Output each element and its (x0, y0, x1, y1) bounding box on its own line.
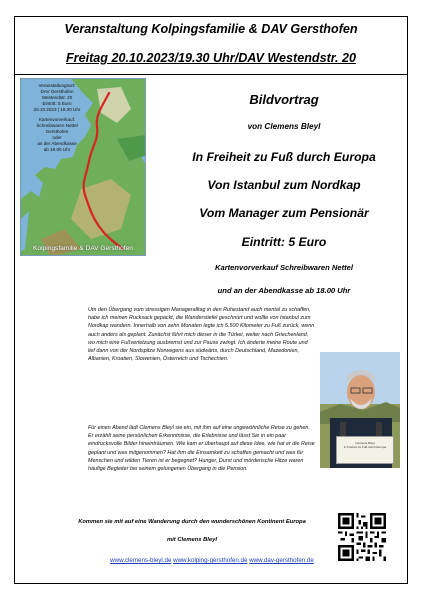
europe-route-map (20, 78, 146, 256)
link-kolping-gersthofen[interactable]: www.kolping-gersthofen.de (173, 557, 248, 564)
qr-code-graphic (338, 513, 386, 561)
event-date-location: Freitag 20.10.2023/19.30 Uhr/DAV Westendstr. 20 (65, 51, 357, 65)
website-links (88, 557, 336, 564)
talk-title-line2: Von Istanbul zum Nordkap (207, 178, 361, 192)
talk-title-line1: In Freiheit zu Fuß durch Europa (192, 150, 376, 164)
description-paragraph-1: Um den Übergang vom stressigen Manageralltag in den Ruhestand auch mental zu schaffen, habe ich meinen Rucksack gepackt, die Wanderstiefel geschnürt und wollte von Istanbul zum Nordkap wandern. Innerhalb von zehn Monaten legte ich 5.500 Kilometer zu Fuß zurück, wenn auch anders als geplant. Zunächst führt mich dieser in die Türkei, weiter nach Griechenland, wo mich eine Fußverletzung ausbremst und zur Pause zwingt. Ich änderte meine Route und lief dann von der Nordspitze Norwegens aus südwärts, durch Deutschland, Mazedonien, Albanien, Kroatien, Slowenien, Österreich und Tschechien. (88, 307, 315, 363)
link-dav-gersthofen[interactable]: www.dav-gersthofen.de (249, 557, 314, 564)
link-clemens-bleyl[interactable]: www.clemens-bleyl.de (110, 557, 172, 564)
map-caption: Veranstaltungsort: DAV Gersthofen Westendstr. 20 Eintritt: 5 Euro 20.10.2023 | 19.30 Uhr Kartenvorverkauf: Schreibwaren Nettel Gersthofen oder an der Abendkasse ab 18.00 Uhr (33, 83, 81, 152)
speaker-photo (320, 352, 400, 468)
talk-type: Bildvortrag (249, 92, 319, 107)
map-footer: Kolpingsfamilie & DAV Gersthofen (33, 245, 133, 252)
speaker-line: von Clemens Bleyl (247, 122, 321, 131)
book-cover: Clemens Bleyl In Freiheit zu Fuß durch Europa (336, 436, 394, 464)
entry-fee: Eintritt: 5 Euro (241, 235, 327, 249)
talk-title-line3: Vom Manager zum Pensionär (199, 206, 369, 220)
closing-line-2: mit Clemens Bleyl (167, 537, 217, 543)
event-title: Veranstaltung Kolpingsfamilie & DAV Gersthofen (64, 22, 358, 36)
header-box (15, 17, 407, 75)
qr-code[interactable] (338, 513, 386, 561)
closing-line-1: Kommen sie mit auf eine Wanderung durch den wunderschönen Kontinent Europa (78, 519, 306, 525)
presale-info: Kartenvorverkauf Schreibwaren Nettel (214, 263, 353, 272)
boxoffice-info: und an der Abendkasse ab 18.00 Uhr (217, 286, 351, 295)
description-paragraph-2: Für einen Abend lädt Clemens Bleyl sie ein, mit ihm auf eine ungewöhnliche Reise zu gehen. Er erzählt seine persönlichen Erkenntnisse, die Erlebnisse und lässt Sie in ein paar eindrucksvolle Bilder hineinträumen. Wie kam er überhaupt auf diese Idee, wie hat er die Reise geplant und was mitgenommen? Hat ihm die Einsamkeit zu schaffen gemacht und was für Menschen und wilden Tieren ist er begegnet? Hunger, Durst und mörderische Hitze waren häufige Begleiter bei seinem gelungenen Übergang in die Pension. (88, 425, 315, 473)
